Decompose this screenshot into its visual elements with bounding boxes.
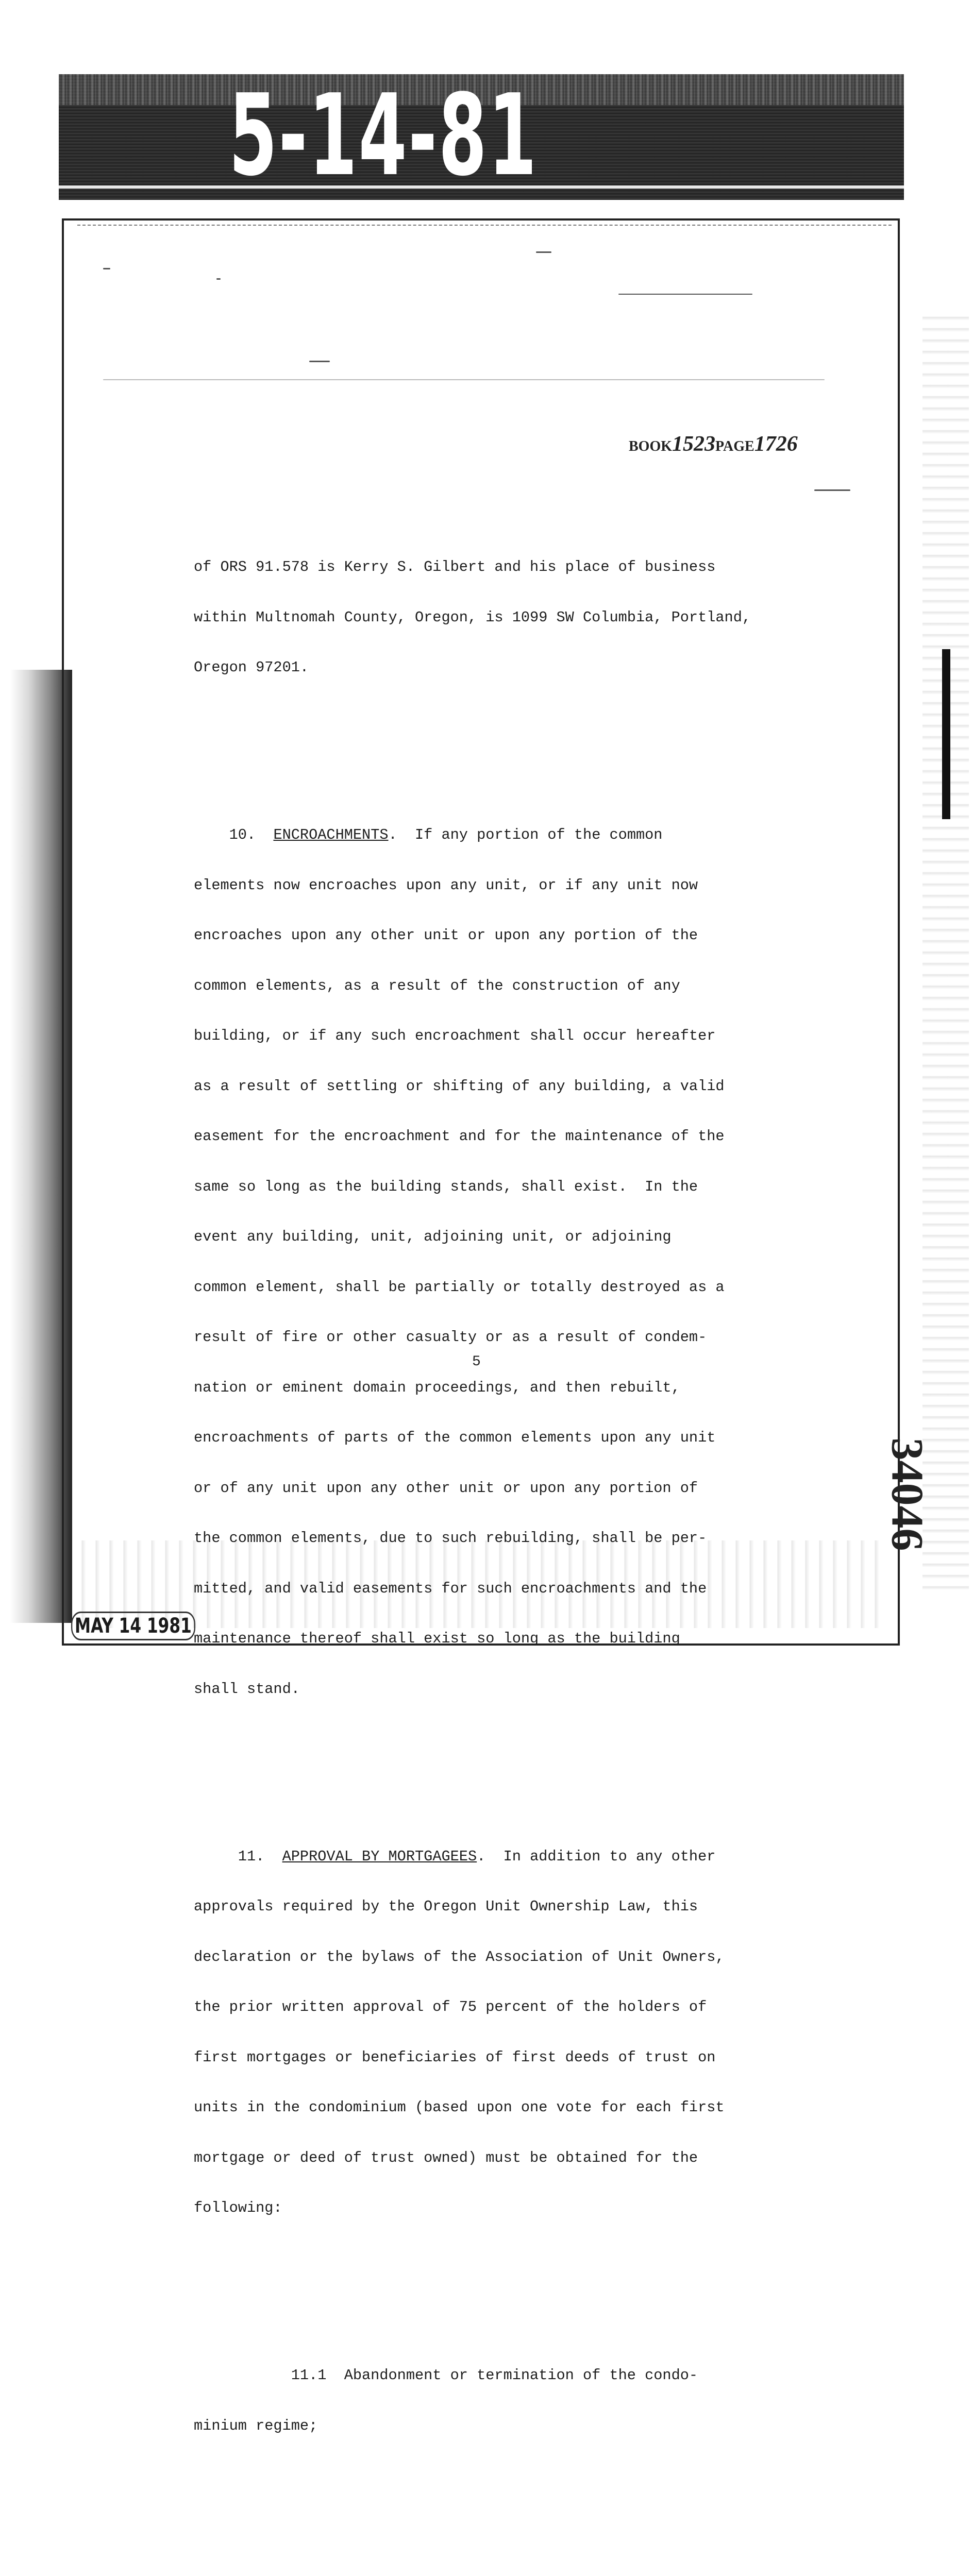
- document-body: [194, 492, 812, 2576]
- scan-speck: [103, 379, 825, 380]
- text-line: Oregon 97201.: [194, 659, 812, 676]
- book-page-reference: [629, 432, 798, 456]
- intro-paragraph: [194, 526, 812, 710]
- text-line: encroaches upon any other unit or upon any portion of the: [194, 927, 812, 944]
- scan-speck: [536, 251, 551, 253]
- book-label: BOOK: [629, 438, 672, 454]
- scan-speck: [814, 489, 850, 491]
- section-heading-line: [194, 1849, 812, 1866]
- text-fragment: . In addition to any other: [477, 1848, 715, 1865]
- section-heading-line: [194, 827, 812, 844]
- page-label: PAGE: [715, 438, 754, 454]
- received-date-stamp: MAY 14 1981: [71, 1612, 195, 1640]
- text-line: the prior written approval of 75 percent of the holders of: [194, 1999, 812, 2016]
- text-line: nation or eminent domain proceedings, and then rebuilt,: [194, 1380, 812, 1397]
- section-heading: APPROVAL BY MORTGAGEES: [282, 1848, 477, 1865]
- text-line: mitted, and valid easements for such encroachments and the: [194, 1581, 812, 1598]
- text-line: event any building, unit, adjoining unit, or adjoining: [194, 1229, 812, 1246]
- text-line: approvals required by the Oregon Unit Ownership Law, this: [194, 1899, 812, 1916]
- section-heading: ENCROACHMENTS: [273, 826, 388, 843]
- book-number: 1523: [672, 432, 715, 456]
- subsection-first-line: 11.1 Abandonment or termination of the condo-: [291, 2367, 698, 2384]
- text-line: the common elements, due to such rebuilding, shall be per-: [194, 1530, 812, 1547]
- document-number: 34046: [881, 1402, 933, 1587]
- margin-bar: [942, 649, 950, 819]
- text-line: elements now encroaches upon any unit, or if any unit now: [194, 877, 812, 894]
- page-number-ref: 1726: [754, 432, 798, 456]
- section-11: [194, 1815, 812, 2250]
- scan-speck: [309, 361, 330, 362]
- section-number: 11.: [238, 1848, 264, 1865]
- text-line: easement for the encroachment and for the maintenance of the: [194, 1128, 812, 1145]
- text-line: as a result of settling or shifting of any building, a valid: [194, 1078, 812, 1095]
- text-line: units in the condominium (based upon one vote for each first: [194, 2099, 812, 2116]
- text-fragment: . If any portion of the common: [389, 826, 663, 843]
- text-line: building, or if any such encroachment shall occur hereafter: [194, 1028, 812, 1045]
- text-line: maintenance thereof shall exist so long as the building: [194, 1631, 812, 1648]
- text-line: within Multnomah County, Oregon, is 1099 SW Columbia, Portland,: [194, 609, 812, 626]
- section-number: 10.: [229, 826, 256, 843]
- text-line: same so long as the building stands, shall exist. In the: [194, 1179, 812, 1196]
- header-band: [59, 74, 904, 200]
- text-line: result of fire or other casualty or as a result of condem-: [194, 1329, 812, 1346]
- text-line: shall stand.: [194, 1681, 812, 1698]
- text-line: declaration or the bylaws of the Association of Unit Owners,: [194, 1949, 812, 1966]
- section-10: [194, 793, 812, 1731]
- text-line: common element, shall be partially or totally destroyed as a: [194, 1279, 812, 1296]
- text-line: following:: [194, 2200, 812, 2217]
- subsection-11-2: [194, 2552, 812, 2576]
- text-line: mortgage or deed of trust owned) must be obtained for the: [194, 2150, 812, 2167]
- page-number: 5: [472, 1354, 481, 1370]
- text-line: or of any unit upon any other unit or upon any portion of: [194, 1480, 812, 1497]
- text-line: [194, 2367, 812, 2384]
- scan-speck: [216, 278, 221, 280]
- date-stamp: 5-14-81: [229, 84, 538, 188]
- text-line: minium regime;: [194, 2418, 812, 2435]
- text-line: first mortgages or beneficiaries of first deeds of trust on: [194, 2049, 812, 2066]
- text-line: of ORS 91.578 is Kerry S. Gilbert and his place of business: [194, 559, 812, 576]
- text-line: common elements, as a result of the construction of any: [194, 978, 812, 995]
- scan-speck: [103, 268, 110, 269]
- subsection-11-1: [194, 2334, 812, 2468]
- text-line: encroachments of parts of the common elements upon any unit: [194, 1430, 812, 1447]
- scan-speck: [618, 294, 752, 295]
